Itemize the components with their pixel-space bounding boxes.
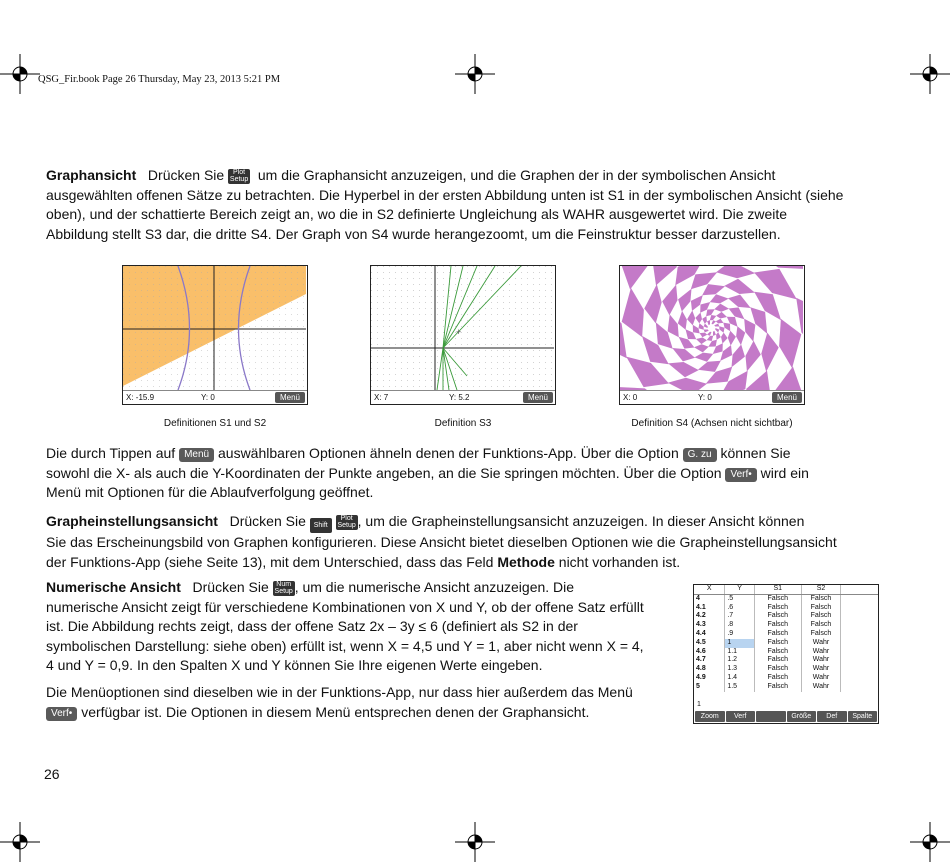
table-cell-empty [841, 612, 878, 621]
table-cell[interactable]: Falsch [754, 621, 801, 630]
menu-button[interactable]: Menü [772, 392, 802, 403]
table-cell[interactable]: Falsch [801, 604, 841, 613]
table-header: S1 [754, 585, 801, 594]
table-cell[interactable]: Falsch [801, 594, 841, 603]
table-cell[interactable]: Falsch [801, 630, 841, 639]
table-cell-empty [841, 639, 878, 648]
numeric-table [694, 585, 878, 692]
entry-line: 1 [697, 701, 701, 708]
softkey[interactable]: Spalte [848, 711, 878, 722]
table-cell-empty [841, 621, 878, 630]
table-cell[interactable]: .8 [725, 621, 755, 630]
graph-s3: + X: 7 Y: 5.2 Menü [370, 265, 556, 405]
shift-key-icon: Shift [310, 518, 332, 533]
table-cell[interactable]: Falsch [754, 656, 801, 665]
table-cell[interactable]: .7 [725, 612, 755, 621]
trace-key: Verf• [725, 468, 756, 482]
table-cell[interactable]: Falsch [754, 612, 801, 621]
table-cell[interactable]: 1.1 [725, 648, 755, 657]
caption-s1-s2: Definitionen S1 und S2 [163, 418, 267, 429]
softkey[interactable]: Zoom [695, 711, 725, 722]
table-cell[interactable]: 4 [694, 594, 725, 603]
table-cell-empty [841, 594, 878, 603]
table-row[interactable] [694, 674, 878, 683]
table-cell[interactable]: Falsch [754, 674, 801, 683]
plot-key-icon: Plot Setup [337, 515, 356, 529]
paragraph-menu-verf: Die Menüoptionen sind dieselben wie in der Funktions-App, nur dass hier außerdem das Menü Verf• verfügbar ist. Die Optionen in diesem Menü entsprechen denen der Graphansicht. [46, 684, 633, 720]
page-number: 26 [44, 766, 60, 782]
table-row[interactable] [694, 639, 878, 648]
table-row[interactable] [694, 604, 878, 613]
table-cell[interactable]: 4.7 [694, 656, 725, 665]
graph-s4: X: 0 Y: 0 Menü [619, 265, 805, 405]
menu-button[interactable]: Menü [275, 392, 305, 403]
table-cell[interactable]: Wahr [801, 639, 841, 648]
table-cell[interactable]: Falsch [754, 604, 801, 613]
table-cell[interactable]: 4.9 [694, 674, 725, 683]
table-cell-empty [841, 648, 878, 657]
table-cell[interactable]: .5 [725, 594, 755, 603]
table-row[interactable] [694, 656, 878, 665]
table-cell[interactable]: 5 [694, 683, 725, 692]
goto-key: G. zu [683, 448, 717, 462]
plot-key-icon: Plot Setup [229, 169, 249, 183]
table-cell-empty [841, 683, 878, 692]
numeric-view-screenshot [693, 584, 879, 724]
table-cell[interactable]: Falsch [754, 630, 801, 639]
graph-s3-canvas [371, 266, 554, 390]
table-cell[interactable]: 4.1 [694, 604, 725, 613]
table-row[interactable] [694, 648, 878, 657]
table-row[interactable] [694, 683, 878, 692]
table-cell[interactable]: Falsch [754, 594, 801, 603]
table-cell[interactable]: Wahr [801, 665, 841, 674]
table-row[interactable] [694, 594, 878, 603]
table-row[interactable] [694, 612, 878, 621]
table-cell[interactable]: 1.3 [725, 665, 755, 674]
svg-text:+: + [456, 327, 462, 337]
caption-s3: Definition S3 [434, 418, 492, 429]
softkey-bar [695, 711, 877, 722]
table-cell[interactable]: Wahr [801, 683, 841, 692]
table-cell-empty [841, 674, 878, 683]
table-cell[interactable]: Wahr [801, 648, 841, 657]
graph-s1-s2: X: -15.9 Y: 0 Menü [122, 265, 308, 405]
heading-numerische-ansicht: Numerische Ansicht [46, 579, 181, 595]
trace-key: Verf• [46, 707, 77, 721]
softkey[interactable]: Größe [787, 711, 817, 722]
heading-grapheinstellung: Grapheinstellungsansicht [46, 513, 218, 529]
file-header: QSG_Fir.book Page 26 Thursday, May 23, 2013 5:21 PM [38, 74, 281, 85]
table-row[interactable] [694, 621, 878, 630]
graph-s1-s2-canvas [123, 266, 306, 390]
table-cell[interactable]: Wahr [801, 674, 841, 683]
table-cell[interactable]: Falsch [801, 621, 841, 630]
table-cell-empty [841, 665, 878, 674]
heading-graphansicht: Graphansicht [46, 167, 137, 183]
menu-key: Menü [179, 448, 214, 462]
table-cell-empty [841, 656, 878, 665]
caption-s4: Definition S4 (Achsen nicht sichtbar) [631, 418, 793, 429]
table-cell-empty [841, 630, 878, 639]
table-cell[interactable]: Falsch [754, 639, 801, 648]
table-cell[interactable]: Wahr [801, 656, 841, 665]
table-cell[interactable]: Falsch [754, 665, 801, 674]
table-cell[interactable]: 4.2 [694, 612, 725, 621]
softkey[interactable]: Def [817, 711, 847, 722]
table-cell[interactable]: Falsch [801, 612, 841, 621]
num-key-icon: Num Setup [274, 581, 293, 595]
softkey[interactable] [756, 711, 786, 722]
paragraph-graphansicht: Graphansicht Drücken Sie Plot Setup um die Graphansicht anzuzeigen, und die Graphen der in der symbolischen Ansicht ausgewählten offenen Sätze zu betrachten. Die Hyperbel in der ersten Abbildung unten ist S1 in der symbolischen Ansicht (siehe oben), und der schattierte Bereich zeigt an, wo die in S2 definierte Ungleichung als WAHR ausgewertet wird. Die zweite Abbildung stellt S3 dar, die dritte S4. Der Graph von S4 wurde herangezoomt, um die Feinstruktur besser darzustellen. [46, 167, 844, 242]
table-header: Y [725, 585, 755, 594]
menu-button[interactable]: Menü [523, 392, 553, 403]
table-cell[interactable]: 4.8 [694, 665, 725, 674]
table-cell[interactable]: 4.3 [694, 621, 725, 630]
paragraph-numerische-ansicht: Numerische Ansicht Drücken Sie Num Setup , um die numerische Ansicht anzuzeigen. Die numerische Ansicht zeigt für verschiedene Kombinationen von X und Y, ob der offene Satz erfüllt ist. Die Abbildung rechts zeigt, dass der offene Satz 2x – 3y ≤ 6 (definiert als S2 in der symbolischen Darstellung: siehe oben) erfüllt ist, wenn X = 4,5 und Y = 1, aber nicht wenn X = 4, 4 und Y = 0,9. In den Spalten X und Y können Sie Ihre eigenen Werte eingeben. [46, 579, 644, 673]
table-cell[interactable]: .6 [725, 604, 755, 613]
table-cell[interactable]: 1.2 [725, 656, 755, 665]
table-cell[interactable]: 4.5 [694, 639, 725, 648]
table-cell[interactable]: 1.5 [725, 683, 755, 692]
table-row[interactable] [694, 665, 878, 674]
table-cell[interactable]: 1.4 [725, 674, 755, 683]
table-cell[interactable]: .9 [725, 630, 755, 639]
table-cell[interactable]: 4.4 [694, 630, 725, 639]
table-cell[interactable]: Falsch [754, 683, 801, 692]
table-cell[interactable]: 4.6 [694, 648, 725, 657]
table-cell[interactable]: 1 [725, 639, 755, 648]
paragraph-menu-options: Die durch Tippen auf Menü auswählbaren Optionen ähneln denen der Funktions-App. Über die Option G. zu können Sie sowohl die X- als auch die Y-Koordinaten der Punkte angeben, an die Sie springen möchten. Über die Option Verf• wird ein Menü mit Optionen für die Ablaufverfolgung geöffnet. [46, 445, 809, 500]
table-header: S2 [801, 585, 841, 594]
paragraph-grapheinstellung: Grapheinstellungsansicht Drücken Sie Shift Plot Setup , um die Grapheinstellungsansicht anzuzeigen. In dieser Ansicht können Sie das Erscheinungsbild von Graphen konfigurieren. Diese Ansicht bietet dieselben Optionen wie die Grapheinstellungsansicht der Funktions-App (siehe Seite 13), mit dem Unterschied, dass das Feld Methode nicht vorhanden ist. [46, 513, 837, 570]
table-row[interactable] [694, 630, 878, 639]
softkey[interactable]: Verf [726, 711, 756, 722]
table-cell-empty [841, 604, 878, 613]
table-header: X [694, 585, 725, 594]
table-cell[interactable]: Falsch [754, 648, 801, 657]
table-header-empty [841, 585, 878, 594]
graph-s4-canvas [620, 266, 803, 390]
